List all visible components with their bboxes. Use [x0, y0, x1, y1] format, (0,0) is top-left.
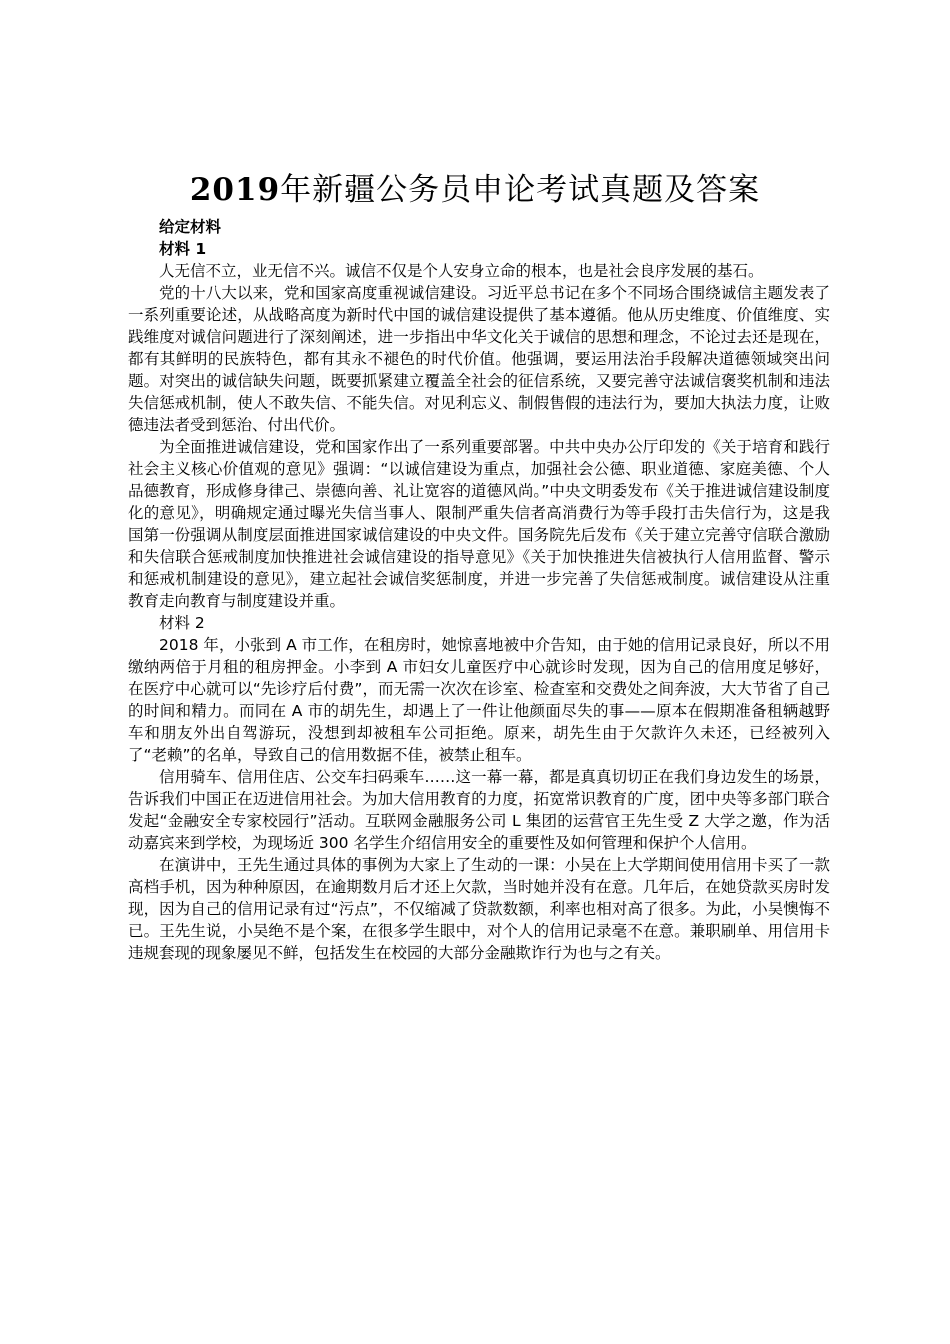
- material-2-paragraph-2: 信用骑车、信用住店、公交车扫码乘车……这一幕一幕，都是真真切切正在我们身边发生的场景，告诉我们中国正在迈进信用社会。为加大信用教育的力度，拓宽常识教育的广度，团中央等多部门联合发起“金融安全专家校园行”活动。互联网金融服务公司 L 集团的运营官王先生受 Z 大学之邀，作为活动嘉宾来到学校，为现场近 300 名学生介绍信用安全的重要性及如何管理和保护个人信用。: [128, 768, 830, 852]
- material-2-heading: 材料 2: [159, 614, 205, 632]
- document-body: [128, 216, 830, 964]
- title-text: 年新疆公务员申论考试真题及答案: [280, 172, 761, 208]
- section-heading: 给定材料: [159, 218, 222, 236]
- material-1-paragraph-2: 党的十八大以来，党和国家高度重视诚信建设。习近平总书记在多个不同场合围绕诚信主题发表了一系列重要论述，从战略高度为新时代中国的诚信建设提供了基本遵循。他从历史维度、价值维度、实践维度对诚信问题进行了深刻阐述，进一步指出中华文化关于诚信的思想和理念，不论过去还是现在，都有其鲜明的民族特色，都有其永不褪色的时代价值。他强调，要运用法治手段解决道德领域突出问题。对突出的诚信缺失问题，既要抓紧建立覆盖全社会的征信系统，又要完善守法诚信褒奖机制和违法失信惩戒机制，使人不敢失信、不能失信。对见利忘义、制假售假的违法行为，要加大执法力度，让败德违法者受到惩治、付出代价。: [128, 284, 830, 434]
- material-1-paragraph-3: 为全面推进诚信建设，党和国家作出了一系列重要部署。中共中央办公厅印发的《关于培育和践行社会主义核心价值观的意见》强调：“以诚信建设为重点，加强社会公德、职业道德、家庭美德、个人品德教育，形成修身律己、崇德向善、礼让宽容的道德风尚。”中央文明委发布《关于推进诚信建设制度化的意见》，明确规定通过曝光失信当事人、限制严重失信者高消费行为等手段打击失信行为，这是我国第一份强调从制度层面推进国家诚信建设的中央文件。国务院先后发布《关于建立完善守信联合激励和失信联合惩戒制度加快推进社会诚信建设的指导意见》《关于加快推进失信被执行人信用监督、警示和惩戒机制建设的意见》，建立起社会诚信奖惩制度，并进一步完善了失信惩戒制度。诚信建设从注重教育走向教育与制度建设并重。: [128, 438, 830, 610]
- material-1-heading: 材料 1: [159, 240, 207, 258]
- title-year: 2019: [189, 172, 281, 208]
- material-2-paragraph-1: 2018 年，小张到 A 市工作，在租房时，她惊喜地被中介告知，由于她的信用记录良好，所以不用缴纳两倍于月租的租房押金。小李到 A 市妇女儿童医疗中心就诊时发现，因为自己的信用度足够好，在医疗中心就可以“先诊疗后付费”，而无需一次次在诊室、检查室和交费处之间奔波，大大节省了自己的时间和精力。而同在 A 市的胡先生，却遇上了一件让他颜面尽失的事——原本在假期准备租辆越野车和朋友外出自驾游玩，没想到却被租车公司拒绝。原来，胡先生由于欠款许久未还，已经被列入了“老赖”的名单，导致自己的信用数据不佳，被禁止租车。: [128, 636, 830, 764]
- material-1-paragraph-1: 人无信不立，业无信不兴。诚信不仅是个人安身立命的根本，也是社会良序发展的基石。: [159, 262, 764, 280]
- page-title: [0, 168, 950, 212]
- material-2-paragraph-3: 在演讲中，王先生通过具体的事例为大家上了生动的一课：小吴在上大学期间使用信用卡买了一款高档手机，因为种种原因，在逾期数月后才还上欠款，当时她并没有在意。几年后，在她贷款买房时发现，因为自己的信用记录有过“污点”，不仅缩减了贷款数额，利率也相对高了很多。为此，小吴懊悔不已。王先生说，小吴绝不是个案，在很多学生眼中，对个人的信用记录毫不在意。兼职刷单、用信用卡违规套现的现象屡见不鲜，包括发生在校园的大部分金融欺诈行为也与之有关。: [128, 856, 830, 962]
